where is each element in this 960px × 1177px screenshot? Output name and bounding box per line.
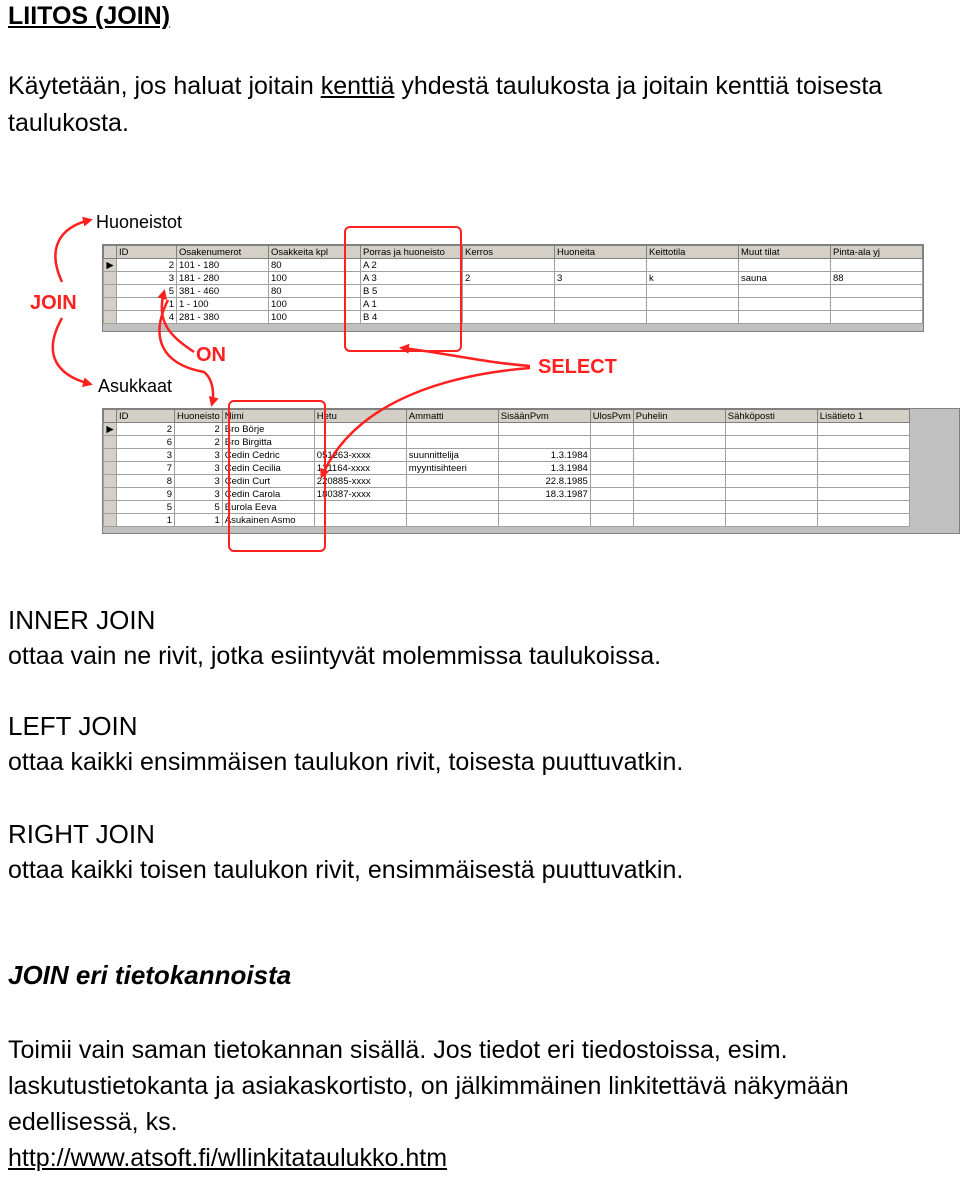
t1-cell[interactable]: B 4 — [361, 311, 463, 324]
left-join-text: ottaa kaikki ensimmäisen taulukon rivit, toisesta puuttuvatkin. — [8, 748, 684, 776]
final-text: Toimii vain saman tietokannan sisällä. Jos tiedot eri tiedostoissa, esim. laskutustietokanta ja asiakaskortisto, on jälkimmäinen linkitettävä näkymään edellisessä, ks. — [8, 1036, 849, 1136]
right-join-heading: RIGHT JOIN — [8, 819, 155, 849]
t2-cell[interactable]: 6 — [117, 436, 175, 449]
t1-cell[interactable]: 88 — [831, 272, 923, 285]
t1-cell[interactable]: 101 - 180 — [177, 259, 269, 272]
t2-cell[interactable]: 7 — [117, 462, 175, 475]
t1-cell[interactable]: 2 — [117, 259, 177, 272]
t1-header-cell[interactable]: Kerros — [463, 246, 555, 259]
t2-cell[interactable]: Cedin Cedric — [222, 449, 314, 462]
row-selector[interactable]: ▶ — [104, 259, 117, 272]
t2-cell[interactable]: 18.3.1987 — [498, 488, 590, 501]
t1-cell[interactable]: 1 - 100 — [177, 298, 269, 311]
intro-text-1: Käytetään, jos haluat joitain — [8, 72, 321, 100]
t1-cell[interactable]: 281 - 380 — [177, 311, 269, 324]
t1-cell[interactable]: k — [647, 272, 739, 285]
t1-cell[interactable]: A 2 — [361, 259, 463, 272]
t1-cell[interactable]: 5 — [117, 285, 177, 298]
reference-link[interactable]: http://www.atsoft.fi/wllinkitataulukko.htm — [8, 1144, 448, 1172]
t2-cell[interactable]: 220885-xxxx — [314, 475, 406, 488]
select-arrow-to-table2 — [322, 368, 530, 476]
t1-header-cell[interactable]: Huoneita — [555, 246, 647, 259]
t2-cell[interactable]: 121164-xxxx — [314, 462, 406, 475]
t1-header-cell[interactable]: Osakkeita kpl — [269, 246, 361, 259]
right-join-text: ottaa kaikki toisen taulukon rivit, ensimmäisestä puuttuvatkin. — [8, 856, 684, 884]
t2-cell[interactable]: 5 — [175, 501, 223, 514]
t2-header-cell[interactable]: Lisätieto 1 — [817, 410, 909, 423]
t2-cell[interactable]: 1 — [175, 514, 223, 527]
t1-cell[interactable]: 80 — [269, 285, 361, 298]
t2-cell[interactable]: 3 — [175, 488, 223, 501]
t1-header-cell[interactable]: ID — [117, 246, 177, 259]
intro-text-2: yhdestä taulukosta ja joitain kenttiä toisesta taulukosta. — [8, 72, 883, 137]
inner-join-heading: INNER JOIN — [8, 605, 156, 635]
t2-header-cell[interactable]: ID — [117, 410, 175, 423]
join-label: JOIN — [30, 292, 77, 314]
t2-cell[interactable]: 3 — [175, 449, 223, 462]
final-paragraph — [8, 1032, 953, 1176]
t1-cell[interactable]: 2 — [463, 272, 555, 285]
on-arrow-to-huoneisto — [160, 300, 214, 404]
t1-cell[interactable]: sauna — [739, 272, 831, 285]
t2-header-cell[interactable]: UlosPvm — [590, 410, 633, 423]
t1-cell[interactable]: 181 - 280 — [177, 272, 269, 285]
t2-cell[interactable]: 051263-xxxx — [314, 449, 406, 462]
t2-cell[interactable]: 9 — [117, 488, 175, 501]
t2-cell[interactable]: 2 — [117, 423, 175, 436]
intro-link-word: kenttiä — [320, 72, 395, 100]
t2-cell[interactable]: Eurola Eeva — [222, 501, 314, 514]
t2-cell[interactable]: 1.3.1984 — [498, 462, 590, 475]
t2-cell[interactable]: 8 — [117, 475, 175, 488]
t2-cell[interactable]: 22.8.1985 — [498, 475, 590, 488]
t2-cell[interactable]: Asukainen Asmo — [222, 514, 314, 527]
t2-header-cell[interactable]: Puhelin — [633, 410, 725, 423]
t1-cell[interactable]: 80 — [269, 259, 361, 272]
t2-header-cell[interactable]: Ammatti — [406, 410, 498, 423]
t1-cell[interactable]: 4 — [117, 311, 177, 324]
t2-cell[interactable]: 5 — [117, 501, 175, 514]
t2-header-cell[interactable]: Nimi — [222, 410, 314, 423]
t2-cell[interactable]: myyntisihteeri — [406, 462, 498, 475]
page-title: LIITOS (JOIN) — [8, 2, 171, 30]
join-arrow-down — [53, 318, 90, 384]
t2-cell[interactable]: Bro Börje — [222, 423, 314, 436]
t2-cell[interactable]: 3 — [175, 462, 223, 475]
t2-cell[interactable]: Bro Birgitta — [222, 436, 314, 449]
subheading: JOIN eri tietokannoista — [8, 960, 292, 990]
t1-cell[interactable]: 3 — [555, 272, 647, 285]
t1-cell[interactable]: A 1 — [361, 298, 463, 311]
t2-header-cell[interactable]: Hetu — [314, 410, 406, 423]
t2-cell[interactable]: 3 — [175, 475, 223, 488]
t1-cell[interactable]: 1 — [117, 298, 177, 311]
t2-header-cell[interactable]: SisäänPvm — [498, 410, 590, 423]
left-join-heading: LEFT JOIN — [8, 711, 138, 741]
t2-header-cell[interactable]: Sähköposti — [725, 410, 817, 423]
t1-cell[interactable]: 100 — [269, 298, 361, 311]
t1-header-cell[interactable]: Muut tilat — [739, 246, 831, 259]
t2-cell[interactable]: 1.3.1984 — [498, 449, 590, 462]
t1-header-cell[interactable]: Porras ja huoneisto — [361, 246, 463, 259]
row-selector[interactable]: ▶ — [104, 423, 117, 436]
t2-cell[interactable]: Cedin Curt — [222, 475, 314, 488]
t2-cell[interactable]: 3 — [117, 449, 175, 462]
t1-cell[interactable]: 100 — [269, 311, 361, 324]
t2-cell[interactable]: 2 — [175, 423, 223, 436]
t1-cell[interactable]: 381 - 460 — [177, 285, 269, 298]
t1-header-cell[interactable]: Pinta-ala yj — [831, 246, 923, 259]
on-label: ON — [196, 344, 226, 366]
t2-header-cell[interactable]: Huoneisto — [175, 410, 223, 423]
t1-cell[interactable]: B 5 — [361, 285, 463, 298]
select-label: SELECT — [538, 356, 617, 378]
table2-name: Asukkaat — [98, 376, 173, 396]
select-arrow-to-table1 — [402, 348, 530, 366]
t2-cell[interactable]: Cedin Carola — [222, 488, 314, 501]
table1-name: Huoneistot — [96, 212, 183, 232]
t2-cell[interactable]: 1 — [117, 514, 175, 527]
t1-header-cell[interactable]: Osakenumerot — [177, 246, 269, 259]
join-arrow-up — [55, 220, 90, 282]
t1-header-cell[interactable]: Keittotila — [647, 246, 739, 259]
t1-cell[interactable]: 100 — [269, 272, 361, 285]
t1-cell[interactable]: 3 — [117, 272, 177, 285]
t2-cell[interactable]: 180387-xxxx — [314, 488, 406, 501]
t2-cell[interactable]: suunnittelija — [406, 449, 498, 462]
inner-join-text: ottaa vain ne rivit, jotka esiintyvät molemmissa taulukoissa. — [8, 642, 662, 670]
t2-cell[interactable]: 2 — [175, 436, 223, 449]
t1-cell[interactable]: A 3 — [361, 272, 463, 285]
t2-cell[interactable]: Cedin Cecilia — [222, 462, 314, 475]
